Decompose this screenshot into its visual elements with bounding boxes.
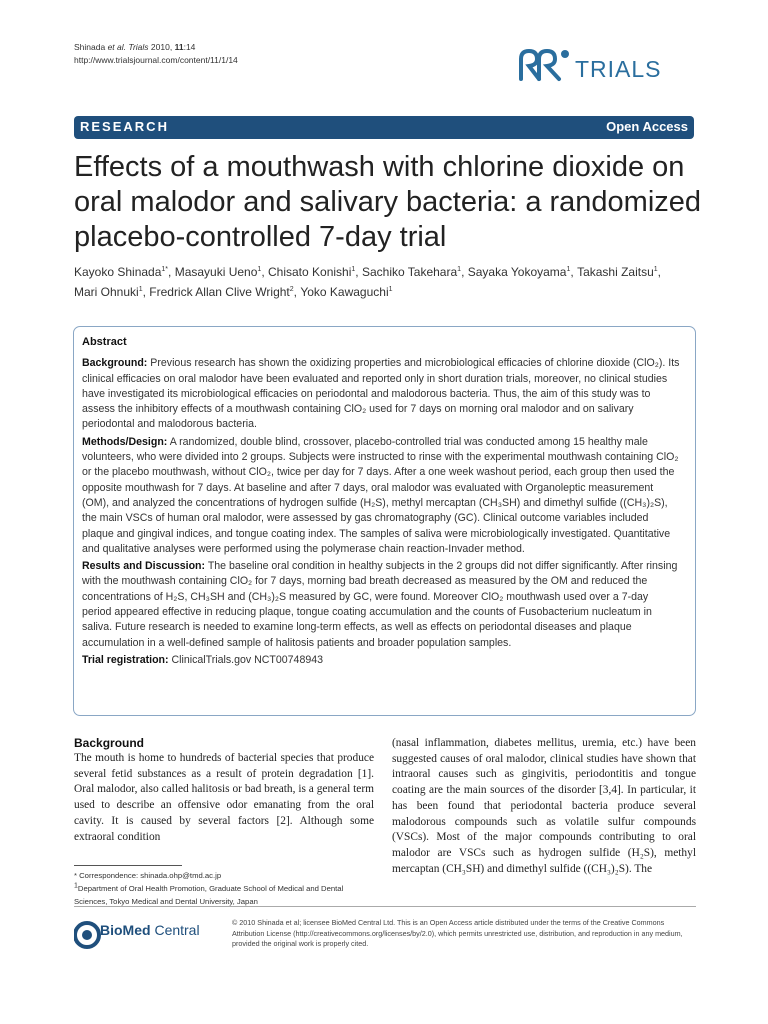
abstract-results-label: Results and Discussion: [82,560,206,573]
abstract-results-text: The baseline oral condition in healthy subjects in the 2 groups did not differ significantly. After rinsing with the mouthwash containing ClO₂ for 7 days, morning bad breath decreased as measured by the OM and reduced the concentrations of H₂S, CH₃SH and (CH₃)₂S measured by GC, were found. Moreover ClO₂ mouthwash used over a 7-day period appeared effective in reducing plaque, tongue coating accumulation and the counts of Fusobacterium nucleatum in saliva. Future research is needed to examine long-term effects, as well as effects on periodontal diseases and plaque accumulation in a well-defined sample of halitosis patients and broader population samples. [82,560,678,649]
author-affiliation: 2 [289,286,294,293]
author: Takashi Zaitsu$^1$, [577,265,662,279]
correspondence-note: * Correspondence: shinada.ohp@tmd.ac.jp [74,871,222,880]
abstract-registration-text: ClinicalTrials.gov NCT00748943 [171,653,324,666]
author: Kayoko Shinada$^{1*}$, [74,265,175,279]
footnote-divider [74,865,182,866]
abstract-methods [82,435,680,557]
footer-divider [74,906,696,907]
author-affiliation: 1* [161,266,169,273]
author-affiliation: 1 [566,266,571,273]
author: Sayaka Yokoyama$^1$, [467,265,578,279]
author-list [74,262,694,302]
author-affiliation: 1 [257,266,262,273]
author-name: Sayaka Yokoyama [467,265,567,279]
trials-wordmark: TRIALS [575,56,662,82]
abstract-box [73,326,696,716]
author: Chisato Konishi$^1$, [268,265,362,279]
author-name: Chisato Konishi [268,265,352,279]
background-paragraph-continued: (nasal inflammation, diabetes mellitus, uremia, etc.) have been suggested causes of oral malodor, clinical studies have shown that intraoral causes such as gingivitis, periodontitis and tongue coating are the main sources of the disorder [3,4]. In particular, it has been found that periodontal bacteria produce several malodorous compounds such as volatile sulfur compounds (VSCs). Most of the major compounds contributing to oral malodor are VSCs such as hydrogen sulfide (H₂S), methyl mercaptan (CH₃SH) and dimethyl sulfide ((CH₃)₂S). The [392,737,696,875]
abstract-methods-label: Methods/Design: [82,435,168,448]
citation-year: 2010, [150,42,173,52]
affiliation-number: 1 [74,882,78,890]
citation-volume: 11 [174,42,184,52]
abstract-background-text: Previous research has shown the oxidizing properties and microbiological efficacies of chlorine dioxide (ClO₂). Its clinical efficacies on oral malodor have been evaluated and reported only in short duration trials, moreover, no clinical studies have investigated its microbiological efficacies on periodontal and malodorous bacteria. Thus, the aim of this study was to assess the inhibitory effects of a mouthwash containing ClO₂ used for 7 days on morning oral malodor and on salivary periodontal and malodorous bacteria. [82,357,680,431]
background-heading: Background [74,736,145,750]
author-affiliation: 1 [351,266,356,273]
author-name: Sachiko Takehara [361,265,458,279]
open-access-label: Open Access [606,119,688,134]
section-bar [74,116,694,139]
citation-etal: et al. [107,42,127,52]
article-title: Effects of a mouthwash with chlorine dioxide on oral malodor and salivary bacteria: a randomized placebo-controlled 7-day trial [74,151,702,253]
abstract-background-label: Background: [82,357,148,370]
citation-author: Shinada [74,42,106,52]
body-column-right [392,736,696,877]
author: Masayuki Ueno$^1$, [174,265,268,279]
abstract-content [82,335,680,670]
author-name: Yoko Kawaguchi [300,285,389,299]
citation-article: :14 [183,42,196,52]
author-name: Fredrick Allan Clive Wright [149,285,290,299]
footnotes [74,869,374,908]
citation-url[interactable]: http://www.trialsjournal.com/content/11/1/14 [74,55,238,65]
author-affiliation: 1 [138,286,143,293]
abstract-heading: Abstract [82,336,127,348]
author-affiliation: 1 [457,266,462,273]
citation-journal: Trials [128,42,149,52]
section-label: RESEARCH [80,119,169,134]
biomed-central-wordmark [100,922,200,938]
abstract-methods-text: A randomized, double blind, crossover, placebo-controlled trial was conducted among 15 healthy male volunteers, who were divided into 2 groups. Subjects were instructed to rinse with the experimental mouthwash containing ClO₂ or the placebo mouthwash, without ClO₂, twice per day for 7 days. After a one week washout period, each group then used the opposite mouthwash for 7 days. At baseline and after 7 days, oral malodor was evaluated with Organoleptic measurement (OM), and analyzed the concentrations of hydrogen sulfide (H₂S), methyl mercaptan (CH₃SH) and dimethyl sulfide ((CH₃)₂S), the main VSCs of human oral malodor, were assessed by gas chromatography (GC). Clinical outcome variables included plaque and gingival indices, and tongue coating index. The samples of saliva were microbiologically investigated. Quantitative and qualitative analyses were performed using the polymerase chain reaction-Invader method. [82,435,679,555]
affiliation-text: Department of Oral Health Promotion, Graduate School of Medical and Dental Sciences, Tokyo Medical and Dental University, Japan [74,884,344,906]
author-name: Mari Ohnuki [74,285,139,299]
author: Sachiko Takehara$^1$, [361,265,468,279]
central-wordmark: Central [150,922,200,938]
author-name: Takashi Zaitsu [577,265,654,279]
author: Fredrick Allan Clive Wright$^2$, [149,285,301,299]
author-affiliation: 1 [653,266,658,273]
copyright-notice: © 2010 Shinada et al; licensee BioMed Central Ltd. This is an Open Access article distributed under the terms of the Creative Commons Attribution License (http://creativecommons.org/licenses/by/2.0), which permits unrestricted use, distribution, and reproduction in any medium, provided the original work is properly cited. [232,918,683,948]
abstract-registration-label: Trial registration: [82,653,169,666]
author-affiliation: 1 [388,286,393,293]
author-name: Kayoko Shinada [74,265,162,279]
citation-header [74,41,238,67]
abstract-results [82,559,680,651]
abstract-background [82,356,680,432]
citation-line [74,41,238,54]
background-paragraph: The mouth is home to hundreds of bacterial species that produce several fetid substances as a result of protein degradation [1]. Oral malodor, also called halitosis or bad breath, is a general term used to describe an offensive odor emanating from the oral cavity. It is caused by several factors [2]. Although some extraoral condition [74,752,374,843]
abstract-registration [82,653,680,668]
biomed-wordmark-bold: BioMed [100,922,151,938]
author: Mari Ohnuki$^1$, [74,285,150,299]
affiliation-note [74,882,374,908]
author [300,285,392,299]
body-column-left [74,736,374,845]
author-name: Masayuki Ueno [174,265,258,279]
